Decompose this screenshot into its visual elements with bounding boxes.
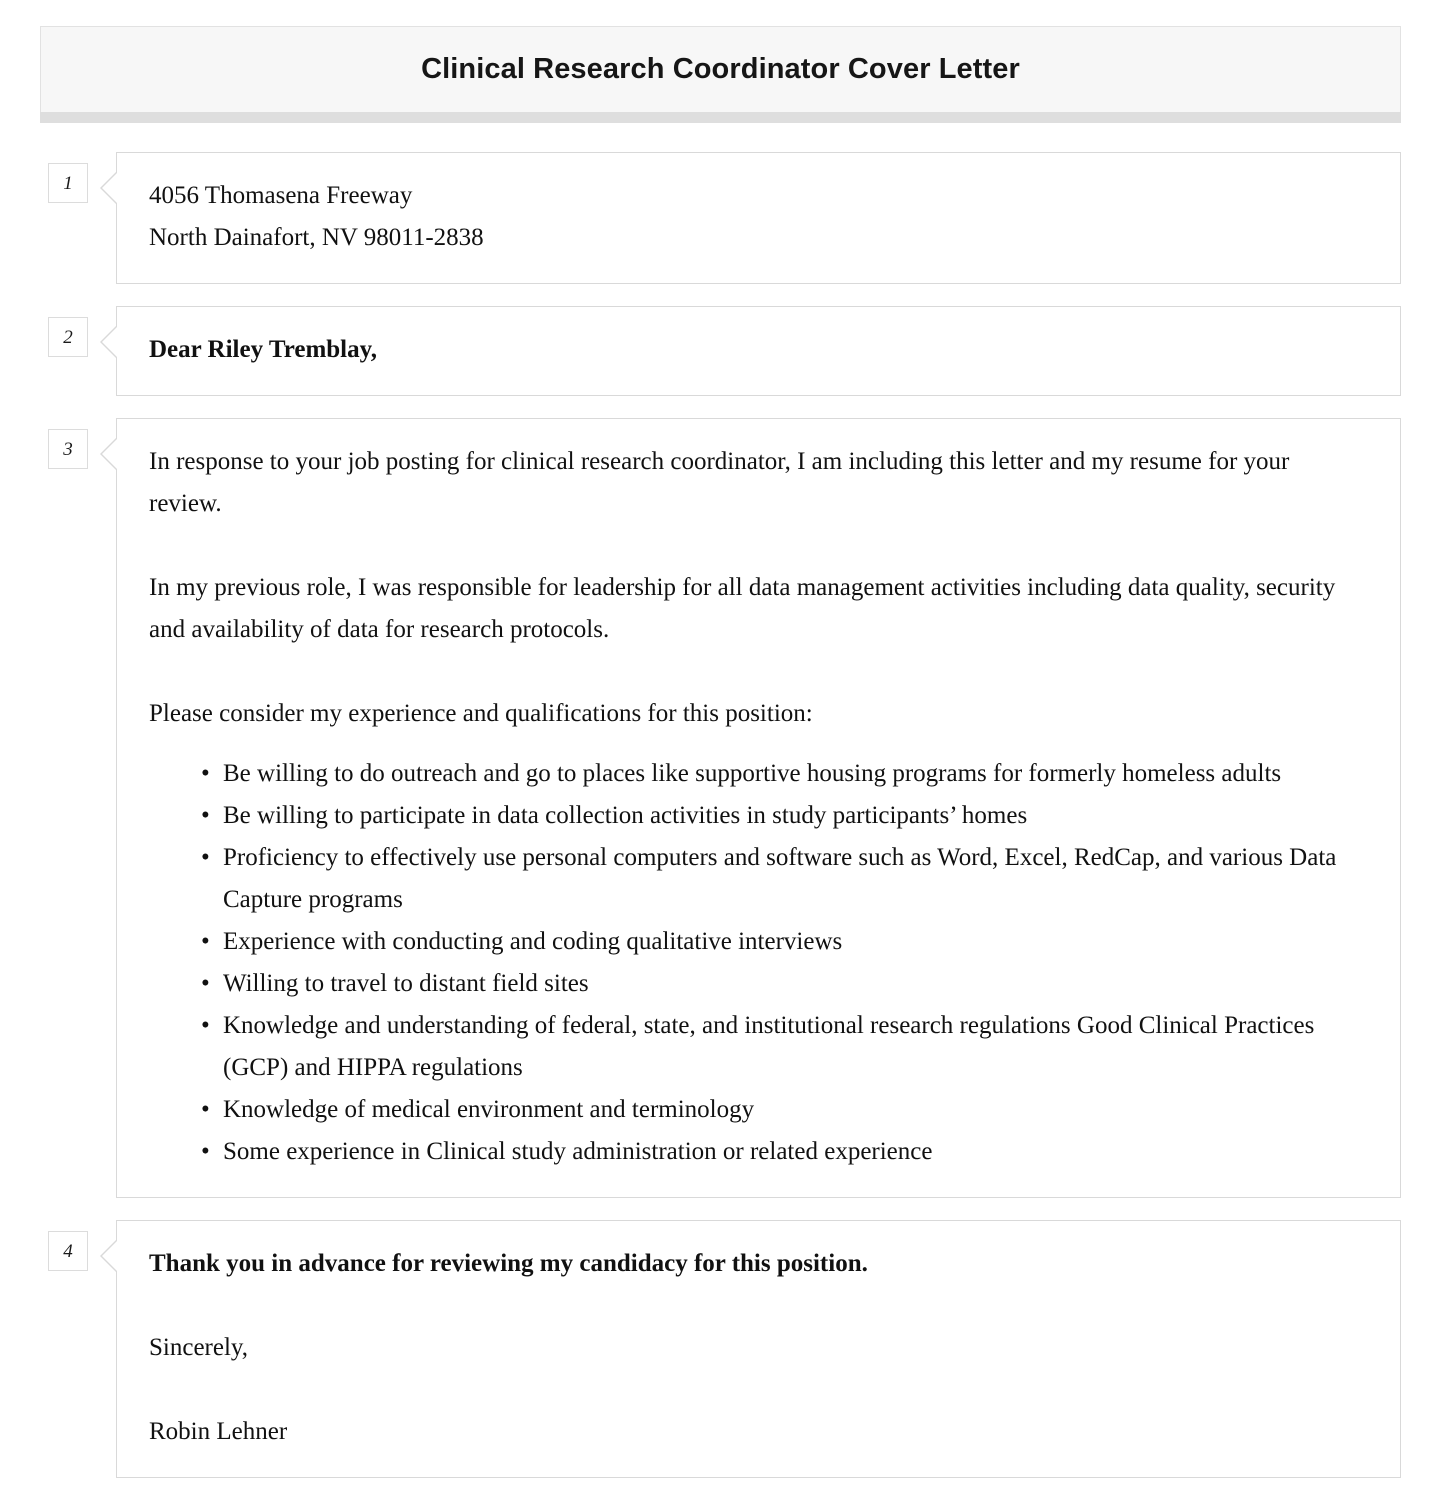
panel-notch-inner-icon: [102, 173, 117, 203]
list-item: • Proficiency to effectively use personal computers and software such as Word, Excel, RedCap, and various Data Capture programs: [201, 837, 1366, 921]
panel-notch-inner-icon: [102, 1241, 117, 1271]
list-item: • Some experience in Clinical study administration or related experience: [201, 1131, 1366, 1173]
document-header: [40, 26, 1401, 112]
body-paragraph-3: Please consider my experience and qualifications for this position:: [149, 700, 813, 727]
sender-address-block: [149, 175, 1366, 259]
section-sender-address: [0, 152, 1440, 284]
section-panel-sender-address[interactable]: [116, 152, 1401, 284]
panel-notch-inner-icon: [102, 439, 117, 469]
salutation-text: Dear Riley Tremblay,: [149, 336, 377, 363]
address-line-1: 4056 Thomasena Freeway: [149, 182, 413, 209]
header-divider: [40, 112, 1401, 123]
section-salutation: [0, 306, 1440, 396]
section-panel-closing[interactable]: [116, 1220, 1401, 1478]
sign-off-text: Sincerely,: [149, 1334, 249, 1361]
signature-name: Robin Lehner: [149, 1418, 288, 1445]
section-number-badge-2[interactable]: 2: [48, 317, 88, 357]
section-number-badge-4[interactable]: 4: [48, 1231, 88, 1271]
section-number-badge-3[interactable]: 3: [48, 429, 88, 469]
qualifications-list: [149, 753, 1366, 1173]
body-paragraph-2: In my previous role, I was responsible for leadership for all data management activities including data quality, security and availability of data for research protocols.: [149, 574, 1336, 643]
section-panel-salutation[interactable]: [116, 306, 1401, 396]
section-closing: [0, 1220, 1440, 1478]
section-panel-letter-body[interactable]: [116, 418, 1401, 1198]
list-item: • Be willing to do outreach and go to places like supportive housing programs for formerly homeless adults: [201, 753, 1366, 795]
section-letter-body: [0, 418, 1440, 1198]
panel-notch-inner-icon: [102, 327, 117, 357]
section-number-badge-1[interactable]: 1: [48, 163, 88, 203]
address-line-2: North Dainafort, NV 98011-2838: [149, 224, 484, 251]
list-item: • Knowledge of medical environment and terminology: [201, 1089, 1366, 1131]
letter-sections: [0, 152, 1440, 1500]
thank-you-text: Thank you in advance for reviewing my candidacy for this position.: [149, 1250, 868, 1277]
list-item: • Willing to travel to distant field sites: [201, 963, 1366, 1005]
list-item: • Be willing to participate in data collection activities in study participants’ homes: [201, 795, 1366, 837]
page-title: Clinical Research Coordinator Cover Letter: [421, 53, 1020, 85]
body-paragraph-1: In response to your job posting for clinical research coordinator, I am including this letter and my resume for your review.: [149, 448, 1290, 517]
list-item: • Knowledge and understanding of federal, state, and institutional research regulations Good Clinical Practices (GCP) and HIPPA regulations: [201, 1005, 1366, 1089]
list-item: • Experience with conducting and coding qualitative interviews: [201, 921, 1366, 963]
